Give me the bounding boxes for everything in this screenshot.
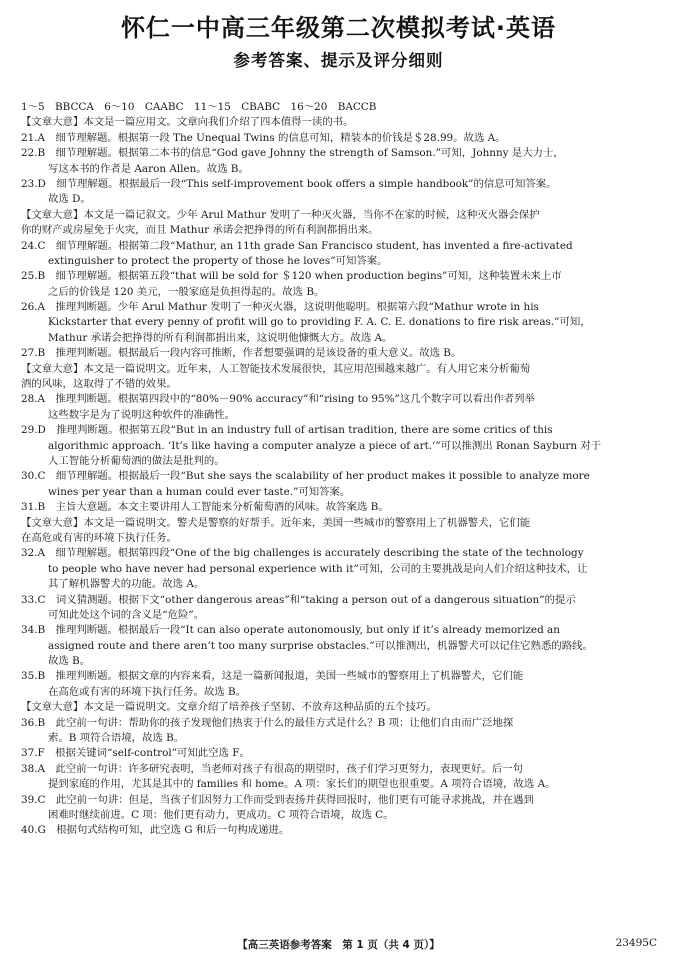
text-line: 34.B 推理判断题。根据最后一段“It can also operate autonomously, but only if it’s already memorized an: [21, 624, 560, 637]
text-line: 其了解机器警犬的功能。故选 A。: [48, 578, 205, 591]
page-subtitle: 参考答案、提示及评分细则: [233, 51, 444, 70]
text-line: 38.A 此空前一句讲：许多研究表明，当老师对孩子有很高的期望时，孩子们学习更努力，表现更好。后一句: [21, 762, 523, 775]
text-line: 提到家庭的作用，尤其是其中的 families 和 home。A 项：家长们的期望也很重要。A 项符合语境，故选 A。: [48, 778, 556, 791]
text-line: 人工智能分析葡萄酒的做法是批判的。: [48, 454, 225, 467]
text-line: 之后的价钱是 120 美元，一般家庭是负担得起的。故选 B。: [48, 285, 325, 298]
text-line: 可知此处这个词的含义是“危险”。: [48, 608, 205, 621]
text-line: 39.C 此空前一句讲：但是，当孩子们因努力工作而受到表扬并获得回报时，他们更有可能寻求挑战，并在遇到: [21, 793, 534, 806]
text-line: 27.B 推理判断题。根据最后一段内容可推断，作者想要强调的是该设备的重大意义。故选 B。: [21, 347, 462, 360]
text-line: 这些数字是为了说明这种软件的准确性。: [48, 408, 236, 421]
text-line: 24.C 细节理解题。根据第二段“Mathur, an 11th grade San Francisco student, has invented a fire-activated: [21, 239, 573, 252]
page-title: 怀仁一中高三年级第二次模拟考试·英语: [120, 14, 557, 42]
text-line: 35.B 推理判断题。根据文章的内容来看，这是一篇新闻报道，美国一些城市的警察用上了机器警犬，它们能: [21, 670, 524, 683]
text-line: 你的财产或房屋免于火灾，而且 Mathur 承诺会把挣得的所有利润都捐出来。: [21, 224, 379, 237]
text-line: 29.D 推理判断题。根据第五段“But in an industry full of artisan tradition, there are some critics of this: [21, 424, 553, 437]
text-line: 索。B 项符合语境，故选 B。: [48, 732, 185, 745]
text-line: 23.D 细节理解题。根据最后一段“This self-improvement book offers a simple handbook”的信息可知答案。: [21, 177, 557, 190]
text-line: 25.B 细节理解题。根据第五段“that will be sold for ＄120 when production begins”可知，这种装置未来上市: [21, 270, 562, 283]
text-line: 22.B 细节理解题。根据第二本书的信息“God gave Johnny the strength of Samson.”可知，Johnny 是大力士，: [21, 147, 564, 160]
text-line: assigned route and there aren’t too many surprise obstacles.”可以推测出，机器警犬可以记住它熟悉的路线。: [48, 639, 593, 652]
answer-body: [21, 100, 655, 839]
text-line: 31.B 主旨大意题。本文主要讲用人工智能来分析葡萄酒的风味。故答案选 B。: [21, 501, 389, 514]
text-line: 在高危或有害的环境下执行任务。: [21, 531, 177, 544]
text-line: 37.F 根据关键词“self-control”可知此空选 F。: [21, 747, 250, 760]
text-line: 困难时继续前进。C 项：他们更有动力，更成功。C 项符合语境，故选 C。: [48, 808, 394, 821]
footer-code: 23495C: [615, 937, 657, 949]
text-line: extinguisher to protect the property of those he loves”可知答案。: [48, 254, 388, 267]
text-line: 故选 B。: [48, 655, 91, 668]
text-line: 21.A 细节理解题。根据第一段 The Unequal Twins 的信息可知，精装本的价钱是＄28.99。故选 A。: [21, 131, 506, 144]
text-line: algorithmic approach. ‘It’s like having a computer analyze a piece of art.’”可以推测出 Ronan Sayburn 对于: [48, 439, 602, 452]
text-line: 【文章大意】本文是一篇说明文。近年来，人工智能技术发展很快，其应用范围越来越广。有人用它来分析葡萄: [21, 362, 531, 375]
text-line: 写这本书的作者是 Aaron Allen。故选 B。: [48, 162, 249, 175]
text-line: 酒的风味，这取得了不错的效果。: [21, 378, 177, 391]
text-line: wines per year than a human could ever taste.”可知答案。: [48, 485, 351, 498]
text-line: 36.B 此空前一句讲：帮助你的孩子发现他们热衷于什么的最佳方式是什么？B 项：让他们自由而广泛地探: [21, 716, 514, 729]
text-line: 33.C 词义猜测题。根据下文“other dangerous areas”和“taking a person out of a dangerous situation”的提示: [21, 593, 576, 606]
text-line: Mathur 承诺会把挣得的所有利润都捐出来，这说明他慷慨大方。故选 A。: [48, 331, 393, 344]
text-line: 1～5 BBCCA 6～10 CAABC 11～15 CBABC 16～20 BACCB: [21, 101, 377, 113]
text-line: 30.C 细节理解题。根据最后一段“But she says the scalability of her product makes it possible to analyze more: [21, 470, 590, 483]
text-line: Kickstarter that every penny of profit will go to providing F. A. C. E. donations to fire risk areas.”可知，: [48, 316, 591, 329]
text-line: 【文章大意】本文是一篇说明文。警犬是警察的好帮手。近年来，美国一些城市的警察用上了机器警犬，它们能: [21, 516, 531, 529]
text-line: 28.A 推理判断题。根据第四段中的“80%－90% accuracy”和“rising to 95%”这几个数字可以看出作者列举: [21, 393, 535, 406]
text-line: 32.A 细节理解题。根据第四段“One of the big challenges is accurately describing the state of the technology: [21, 547, 584, 560]
text-line: 故选 D。: [48, 193, 91, 206]
footer-page-info: 【高三英语参考答案 第 1 页（共 4 页）】: [237, 939, 440, 951]
text-line: 【文章大意】本文是一篇记叙文。少年 Arul Mathur 发明了一种灭火器，当你不在家的时候，这种灭火器会保护: [21, 208, 540, 221]
text-line: to people who have never had personal experience with it”可知，公司的主要挑战是向人们介绍这种技术，让: [48, 562, 588, 575]
text-line: 在高危或有害的环境下执行任务。故选 B。: [48, 685, 246, 698]
text-line: 26.A 推理判断题。少年 Arul Mathur 发明了一种灭火器，这说明他聪明。根据第六段“Mathur wrote in his: [21, 301, 539, 314]
text-line: 【文章大意】本文是一篇应用文。文章向我们介绍了四本值得一读的书。: [21, 116, 354, 129]
text-line: 40.G 根据句式结构可知，此空选 G 和后一句构成递进。: [21, 824, 290, 837]
text-line: 【文章大意】本文是一篇说明文。文章介绍了培养孩子坚韧、不放弃这种品质的五个技巧。: [21, 701, 437, 714]
